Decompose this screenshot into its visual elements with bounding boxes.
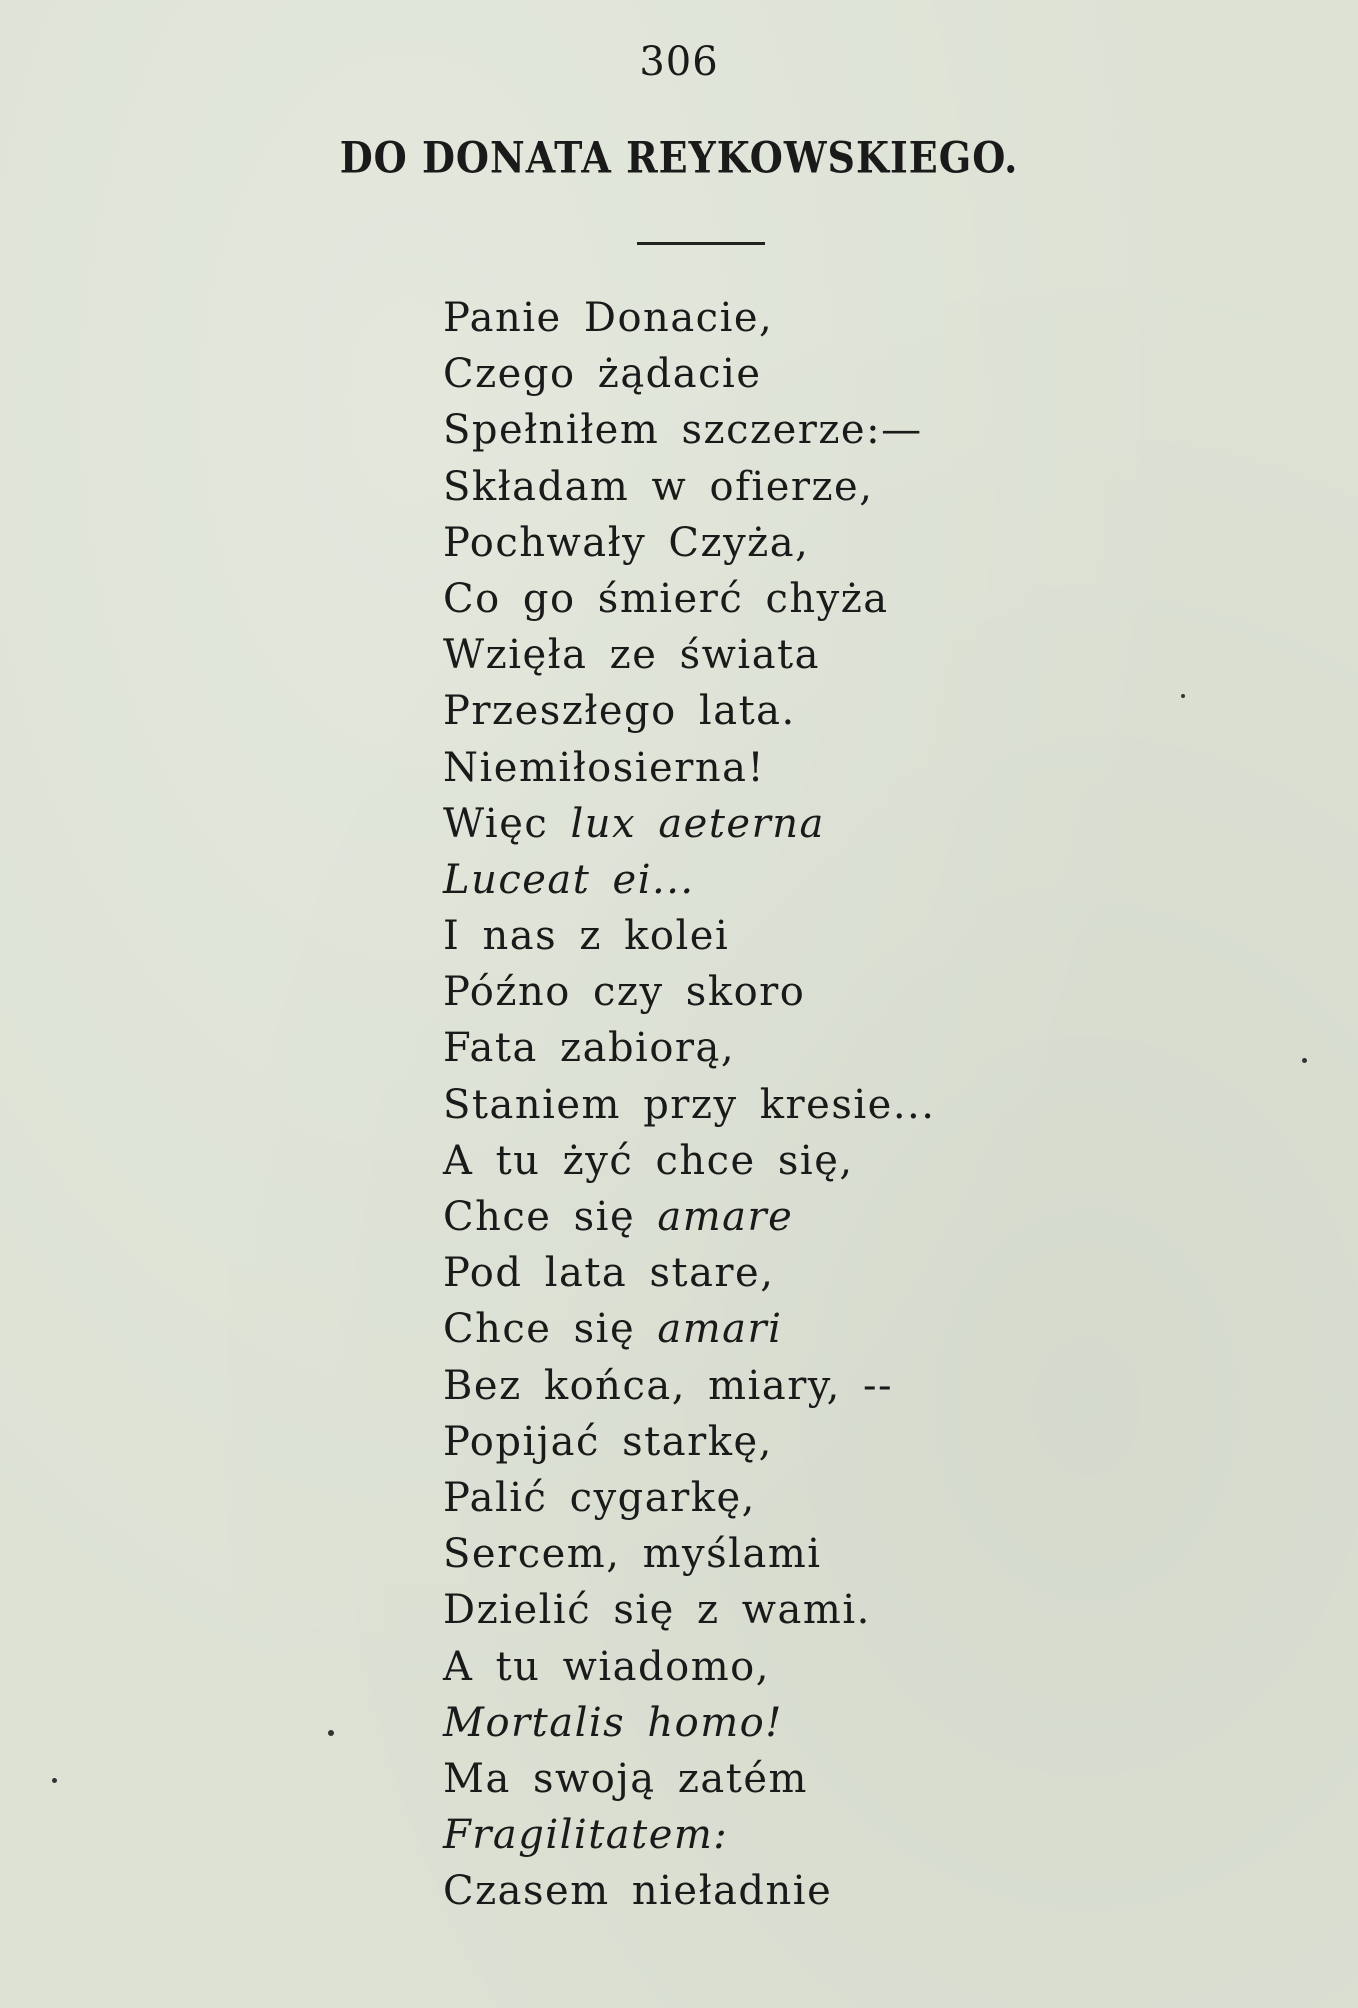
poem-body <box>443 290 1143 1919</box>
latin-phrase: amare <box>657 1194 794 1240</box>
poem-line: Czasem niеładnie <box>443 1868 833 1915</box>
poem-title: DO DONATA REYKOWSKIEGO. <box>339 132 1019 183</box>
page-number: 306 <box>639 39 719 85</box>
poem-line: Dzielić się z wami. <box>443 1587 871 1634</box>
poem-line: Fragilitatem: <box>443 1812 729 1859</box>
poem-line: A tu wiadomo, <box>443 1643 770 1690</box>
poem-line: Ma swoją zatém <box>443 1755 808 1802</box>
ink-speck <box>328 1730 334 1736</box>
poem-line: Co go śmierć chyża <box>443 575 889 622</box>
poem-line: Niemiłosierna! <box>443 744 766 791</box>
poem-line: Luceat ei... <box>443 856 695 903</box>
poem-line: Mortalis homo! <box>443 1699 783 1746</box>
poem-line: Wzięła ze świata <box>443 632 820 679</box>
latin-phrase: amari <box>657 1306 783 1353</box>
poem-line: Palić cygarkę, <box>443 1474 756 1521</box>
poem-line: Więc lux aeterna <box>443 800 825 847</box>
poem-line: I nas z kolei <box>443 913 730 960</box>
poem-line: Składam w ofierze, <box>443 463 874 510</box>
poem-line: Pod lata stare, <box>443 1250 775 1297</box>
poem-line: Pochwały Czyża, <box>443 519 810 566</box>
latin-phrase: lux aeterna <box>570 800 825 847</box>
poem-line: Czego żądacie <box>443 351 762 398</box>
ink-speck <box>52 1778 57 1783</box>
poem-line: Staniem przy kresie... <box>443 1081 936 1128</box>
ink-speck <box>1181 694 1185 698</box>
ink-speck <box>1302 1058 1307 1063</box>
poem-line: Bez końca, miary, -- <box>443 1362 894 1409</box>
poem-line: Sercem, myślami <box>443 1531 822 1578</box>
poem-line: Spełniłem szczerze:— <box>443 407 923 454</box>
poem-line: Panie Donacie, <box>443 295 774 341</box>
poem-line: Chce się amari <box>443 1306 783 1353</box>
title-divider <box>637 242 765 245</box>
poem-line: Chce się amare <box>443 1194 794 1240</box>
poem-line: A tu żyć chce się, <box>443 1137 854 1184</box>
poem-line: Popijać starkę, <box>443 1418 773 1465</box>
poem-line: Fata zabiorą, <box>443 1025 736 1072</box>
poem-line: Późno czy skoro <box>443 969 806 1016</box>
poem-line: Przeszłego lata. <box>443 688 796 735</box>
